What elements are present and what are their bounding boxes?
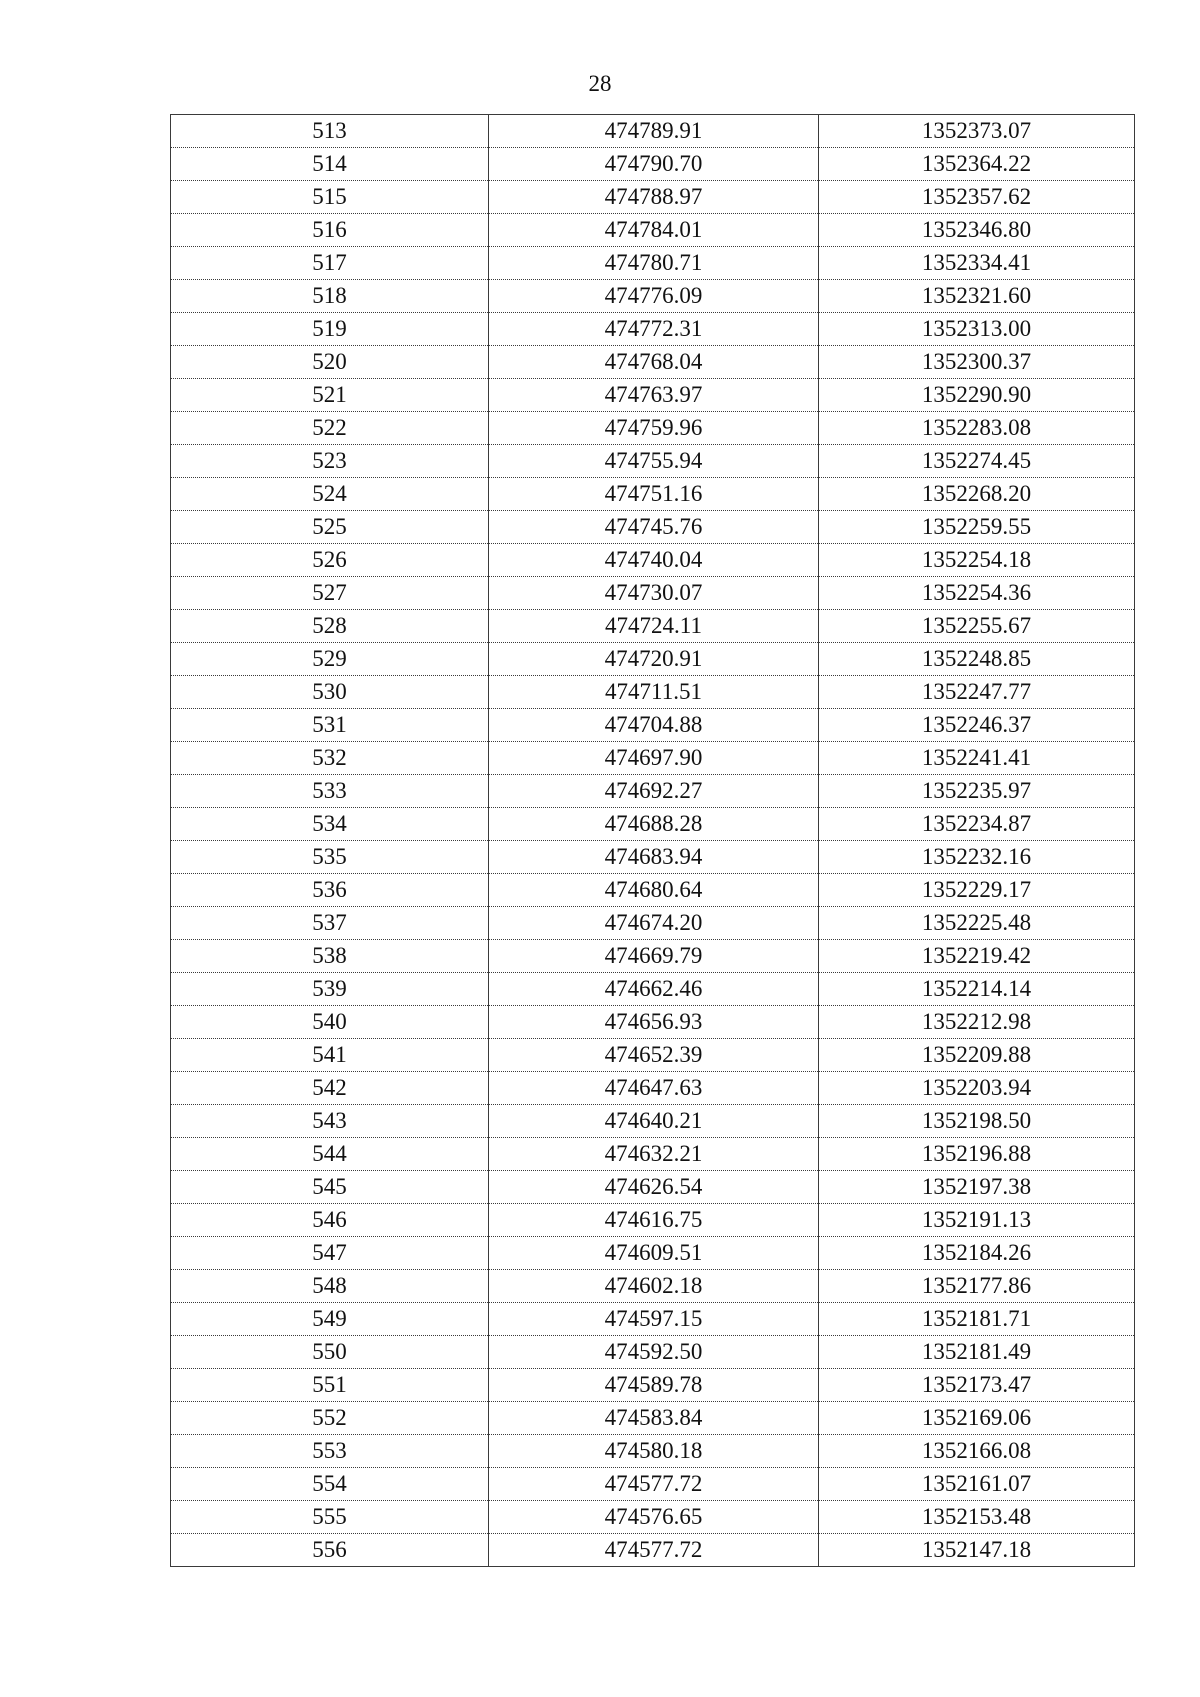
table-row <box>171 544 1135 577</box>
x-coordinate-cell: 474697.90 <box>489 742 819 775</box>
x-coordinate-cell: 474730.07 <box>489 577 819 610</box>
y-coordinate-cell: 1352214.14 <box>819 973 1135 1006</box>
point-number-cell: 544 <box>171 1138 489 1171</box>
y-coordinate-cell: 1352219.42 <box>819 940 1135 973</box>
x-coordinate-cell: 474647.63 <box>489 1072 819 1105</box>
y-coordinate-cell: 1352313.00 <box>819 313 1135 346</box>
table-row <box>171 1072 1135 1105</box>
point-number-cell: 553 <box>171 1435 489 1468</box>
x-coordinate-cell: 474688.28 <box>489 808 819 841</box>
point-number-cell: 529 <box>171 643 489 676</box>
table-row <box>171 1039 1135 1072</box>
x-coordinate-cell: 474788.97 <box>489 181 819 214</box>
x-coordinate-cell: 474577.72 <box>489 1534 819 1567</box>
table-row <box>171 1237 1135 1270</box>
table-row <box>171 1468 1135 1501</box>
y-coordinate-cell: 1352255.67 <box>819 610 1135 643</box>
point-number-cell: 515 <box>171 181 489 214</box>
y-coordinate-cell: 1352225.48 <box>819 907 1135 940</box>
x-coordinate-cell: 474632.21 <box>489 1138 819 1171</box>
y-coordinate-cell: 1352203.94 <box>819 1072 1135 1105</box>
point-number-cell: 513 <box>171 115 489 148</box>
y-coordinate-cell: 1352274.45 <box>819 445 1135 478</box>
point-number-cell: 546 <box>171 1204 489 1237</box>
x-coordinate-cell: 474740.04 <box>489 544 819 577</box>
y-coordinate-cell: 1352248.85 <box>819 643 1135 676</box>
y-coordinate-cell: 1352181.49 <box>819 1336 1135 1369</box>
coordinates-table <box>170 114 1135 1567</box>
y-coordinate-cell: 1352246.37 <box>819 709 1135 742</box>
x-coordinate-cell: 474768.04 <box>489 346 819 379</box>
x-coordinate-cell: 474745.76 <box>489 511 819 544</box>
y-coordinate-cell: 1352153.48 <box>819 1501 1135 1534</box>
x-coordinate-cell: 474704.88 <box>489 709 819 742</box>
table-row <box>171 1270 1135 1303</box>
point-number-cell: 528 <box>171 610 489 643</box>
table-row <box>171 742 1135 775</box>
x-coordinate-cell: 474576.65 <box>489 1501 819 1534</box>
y-coordinate-cell: 1352234.87 <box>819 808 1135 841</box>
point-number-cell: 548 <box>171 1270 489 1303</box>
x-coordinate-cell: 474652.39 <box>489 1039 819 1072</box>
table-row <box>171 1138 1135 1171</box>
table-row <box>171 973 1135 1006</box>
x-coordinate-cell: 474680.64 <box>489 874 819 907</box>
y-coordinate-cell: 1352196.88 <box>819 1138 1135 1171</box>
point-number-cell: 543 <box>171 1105 489 1138</box>
point-number-cell: 535 <box>171 841 489 874</box>
point-number-cell: 536 <box>171 874 489 907</box>
y-coordinate-cell: 1352198.50 <box>819 1105 1135 1138</box>
x-coordinate-cell: 474720.91 <box>489 643 819 676</box>
table-row <box>171 874 1135 907</box>
point-number-cell: 554 <box>171 1468 489 1501</box>
y-coordinate-cell: 1352173.47 <box>819 1369 1135 1402</box>
x-coordinate-cell: 474616.75 <box>489 1204 819 1237</box>
table-row <box>171 511 1135 544</box>
table-row <box>171 1369 1135 1402</box>
point-number-cell: 518 <box>171 280 489 313</box>
point-number-cell: 520 <box>171 346 489 379</box>
table-row <box>171 1006 1135 1039</box>
y-coordinate-cell: 1352364.22 <box>819 148 1135 181</box>
y-coordinate-cell: 1352259.55 <box>819 511 1135 544</box>
table-row <box>171 907 1135 940</box>
point-number-cell: 531 <box>171 709 489 742</box>
point-number-cell: 547 <box>171 1237 489 1270</box>
x-coordinate-cell: 474662.46 <box>489 973 819 1006</box>
y-coordinate-cell: 1352212.98 <box>819 1006 1135 1039</box>
table-row <box>171 1105 1135 1138</box>
x-coordinate-cell: 474640.21 <box>489 1105 819 1138</box>
table-row <box>171 478 1135 511</box>
x-coordinate-cell: 474763.97 <box>489 379 819 412</box>
point-number-cell: 555 <box>171 1501 489 1534</box>
x-coordinate-cell: 474790.70 <box>489 148 819 181</box>
x-coordinate-cell: 474683.94 <box>489 841 819 874</box>
y-coordinate-cell: 1352357.62 <box>819 181 1135 214</box>
x-coordinate-cell: 474755.94 <box>489 445 819 478</box>
point-number-cell: 516 <box>171 214 489 247</box>
point-number-cell: 541 <box>171 1039 489 1072</box>
table-row <box>171 1336 1135 1369</box>
point-number-cell: 522 <box>171 412 489 445</box>
y-coordinate-cell: 1352161.07 <box>819 1468 1135 1501</box>
table-row <box>171 841 1135 874</box>
table-row <box>171 1402 1135 1435</box>
y-coordinate-cell: 1352184.26 <box>819 1237 1135 1270</box>
y-coordinate-cell: 1352346.80 <box>819 214 1135 247</box>
y-coordinate-cell: 1352300.37 <box>819 346 1135 379</box>
point-number-cell: 549 <box>171 1303 489 1336</box>
point-number-cell: 539 <box>171 973 489 1006</box>
point-number-cell: 526 <box>171 544 489 577</box>
point-number-cell: 514 <box>171 148 489 181</box>
table-row <box>171 379 1135 412</box>
point-number-cell: 519 <box>171 313 489 346</box>
table-row <box>171 676 1135 709</box>
point-number-cell: 552 <box>171 1402 489 1435</box>
y-coordinate-cell: 1352254.36 <box>819 577 1135 610</box>
x-coordinate-cell: 474580.18 <box>489 1435 819 1468</box>
x-coordinate-cell: 474626.54 <box>489 1171 819 1204</box>
table-row <box>171 775 1135 808</box>
table-row <box>171 1435 1135 1468</box>
x-coordinate-cell: 474592.50 <box>489 1336 819 1369</box>
x-coordinate-cell: 474597.15 <box>489 1303 819 1336</box>
table-row <box>171 1534 1135 1567</box>
x-coordinate-cell: 474724.11 <box>489 610 819 643</box>
point-number-cell: 545 <box>171 1171 489 1204</box>
table-row <box>171 808 1135 841</box>
x-coordinate-cell: 474751.16 <box>489 478 819 511</box>
point-number-cell: 542 <box>171 1072 489 1105</box>
y-coordinate-cell: 1352191.13 <box>819 1204 1135 1237</box>
table-row <box>171 181 1135 214</box>
table-row <box>171 610 1135 643</box>
y-coordinate-cell: 1352229.17 <box>819 874 1135 907</box>
point-number-cell: 521 <box>171 379 489 412</box>
point-number-cell: 532 <box>171 742 489 775</box>
table-row <box>171 148 1135 181</box>
table-row <box>171 115 1135 148</box>
x-coordinate-cell: 474577.72 <box>489 1468 819 1501</box>
table-row <box>171 1204 1135 1237</box>
x-coordinate-cell: 474609.51 <box>489 1237 819 1270</box>
point-number-cell: 540 <box>171 1006 489 1039</box>
table-row <box>171 214 1135 247</box>
point-number-cell: 550 <box>171 1336 489 1369</box>
table-row <box>171 247 1135 280</box>
x-coordinate-cell: 474772.31 <box>489 313 819 346</box>
y-coordinate-cell: 1352235.97 <box>819 775 1135 808</box>
table-row <box>171 280 1135 313</box>
y-coordinate-cell: 1352241.41 <box>819 742 1135 775</box>
x-coordinate-cell: 474789.91 <box>489 115 819 148</box>
y-coordinate-cell: 1352177.86 <box>819 1270 1135 1303</box>
x-coordinate-cell: 474780.71 <box>489 247 819 280</box>
table-row <box>171 1501 1135 1534</box>
x-coordinate-cell: 474711.51 <box>489 676 819 709</box>
y-coordinate-cell: 1352197.38 <box>819 1171 1135 1204</box>
table-row <box>171 412 1135 445</box>
point-number-cell: 523 <box>171 445 489 478</box>
table-row <box>171 1303 1135 1336</box>
y-coordinate-cell: 1352268.20 <box>819 478 1135 511</box>
x-coordinate-cell: 474602.18 <box>489 1270 819 1303</box>
y-coordinate-cell: 1352283.08 <box>819 412 1135 445</box>
x-coordinate-cell: 474692.27 <box>489 775 819 808</box>
y-coordinate-cell: 1352247.77 <box>819 676 1135 709</box>
x-coordinate-cell: 474589.78 <box>489 1369 819 1402</box>
x-coordinate-cell: 474784.01 <box>489 214 819 247</box>
point-number-cell: 537 <box>171 907 489 940</box>
y-coordinate-cell: 1352373.07 <box>819 115 1135 148</box>
x-coordinate-cell: 474656.93 <box>489 1006 819 1039</box>
y-coordinate-cell: 1352321.60 <box>819 280 1135 313</box>
table-row <box>171 940 1135 973</box>
y-coordinate-cell: 1352334.41 <box>819 247 1135 280</box>
point-number-cell: 517 <box>171 247 489 280</box>
y-coordinate-cell: 1352290.90 <box>819 379 1135 412</box>
point-number-cell: 538 <box>171 940 489 973</box>
y-coordinate-cell: 1352181.71 <box>819 1303 1135 1336</box>
y-coordinate-cell: 1352209.88 <box>819 1039 1135 1072</box>
point-number-cell: 525 <box>171 511 489 544</box>
point-number-cell: 551 <box>171 1369 489 1402</box>
point-number-cell: 524 <box>171 478 489 511</box>
table-row <box>171 643 1135 676</box>
table-row <box>171 577 1135 610</box>
point-number-cell: 530 <box>171 676 489 709</box>
coordinates-table-body <box>171 115 1135 1567</box>
point-number-cell: 533 <box>171 775 489 808</box>
y-coordinate-cell: 1352147.18 <box>819 1534 1135 1567</box>
x-coordinate-cell: 474759.96 <box>489 412 819 445</box>
y-coordinate-cell: 1352166.08 <box>819 1435 1135 1468</box>
y-coordinate-cell: 1352254.18 <box>819 544 1135 577</box>
table-row <box>171 1171 1135 1204</box>
table-row <box>171 346 1135 379</box>
point-number-cell: 534 <box>171 808 489 841</box>
x-coordinate-cell: 474583.84 <box>489 1402 819 1435</box>
y-coordinate-cell: 1352169.06 <box>819 1402 1135 1435</box>
page-number: 28 <box>588 71 612 96</box>
x-coordinate-cell: 474776.09 <box>489 280 819 313</box>
table-row <box>171 709 1135 742</box>
table-row <box>171 445 1135 478</box>
x-coordinate-cell: 474674.20 <box>489 907 819 940</box>
x-coordinate-cell: 474669.79 <box>489 940 819 973</box>
table-row <box>171 313 1135 346</box>
y-coordinate-cell: 1352232.16 <box>819 841 1135 874</box>
point-number-cell: 527 <box>171 577 489 610</box>
point-number-cell: 556 <box>171 1534 489 1567</box>
